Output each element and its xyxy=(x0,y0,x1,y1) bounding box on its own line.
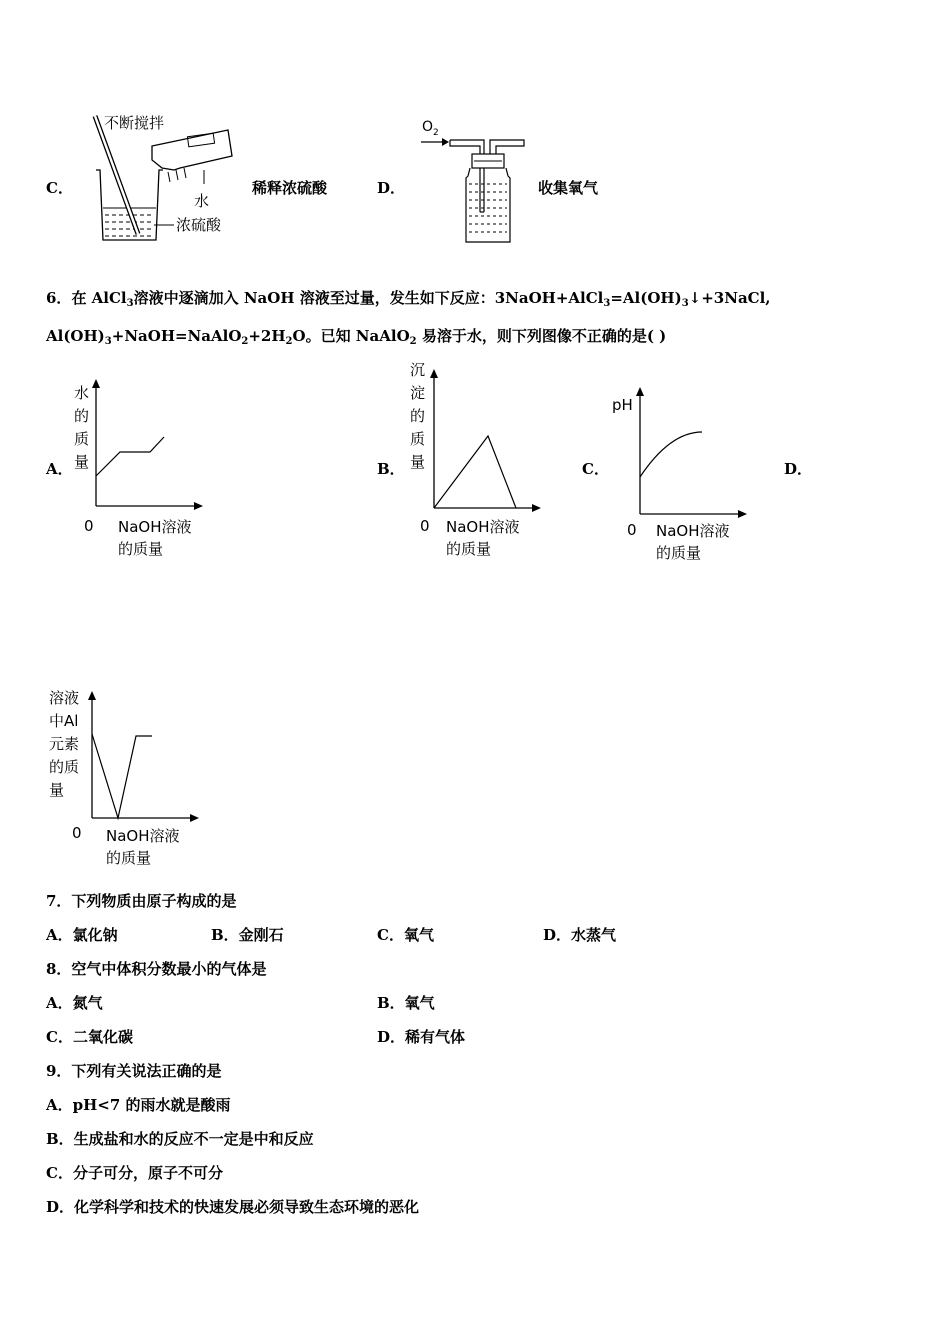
q6-option-a-label: A． xyxy=(46,460,73,478)
water-label: 水 xyxy=(194,192,210,210)
graph-b-curve xyxy=(434,436,516,508)
q6-graph-a xyxy=(66,376,216,562)
graph-d-origin: 0 xyxy=(72,824,82,842)
q8-option-a: A．氮气 xyxy=(46,994,103,1012)
dilute-acid-apparatus xyxy=(88,108,248,248)
graph-c-curve xyxy=(640,432,702,477)
graph-b-ylabel-1: 淀 xyxy=(410,384,426,402)
graph-a-ylabel-3: 量 xyxy=(74,453,90,471)
q9-option-d: D．化学科学和技术的快速发展必须导致生态环境的恶化 xyxy=(46,1198,420,1216)
graph-c-xlabel-1: 的质量 xyxy=(656,544,702,562)
q6-graph-d xyxy=(46,684,206,874)
q6-option-c-label: C． xyxy=(582,460,609,478)
q6-graph-b xyxy=(404,356,554,562)
q8-stem: 8．空气中体积分数最小的气体是 xyxy=(46,960,267,978)
graph-d-xlabel-0: NaOH溶液 xyxy=(106,827,180,845)
graph-c-xlabel-0: NaOH溶液 xyxy=(656,522,730,540)
q5-option-c-caption: 稀释浓硫酸 xyxy=(252,179,328,197)
q7-option-d: D．水蒸气 xyxy=(543,926,617,944)
graph-b-origin: 0 xyxy=(420,517,430,535)
graph-d-ylabel-3: 的质 xyxy=(49,758,80,776)
q7-option-b: B．金刚石 xyxy=(211,926,284,944)
q8-option-d: D．稀有气体 xyxy=(377,1028,466,1046)
q6-option-b-label: B． xyxy=(377,460,405,478)
graph-d-xlabel-1: 的质量 xyxy=(106,849,152,867)
graph-c-ylabel-0: pH xyxy=(612,396,633,414)
graph-a-ylabel-0: 水 xyxy=(74,384,90,402)
graph-a-ylabel-1: 的 xyxy=(74,407,90,425)
graph-a-xlabel-1: 的质量 xyxy=(118,540,164,558)
graph-a-ylabel-2: 质 xyxy=(74,430,90,448)
q5-option-d-label: D． xyxy=(377,179,406,197)
q8-option-c: C．二氧化碳 xyxy=(46,1028,133,1046)
graph-a-curve xyxy=(96,437,164,476)
graph-b-xlabel-0: NaOH溶液 xyxy=(446,518,520,536)
q7-stem: 7．下列物质由原子构成的是 xyxy=(46,892,237,910)
q7-option-c: C．氧气 xyxy=(377,926,434,944)
graph-d-ylabel-4: 量 xyxy=(49,781,65,799)
graph-c-origin: 0 xyxy=(627,521,637,539)
graph-d-ylabel-2: 元素 xyxy=(49,735,80,753)
q9-option-b: B．生成盐和水的反应不一定是中和反应 xyxy=(46,1130,314,1148)
q5-option-d-caption: 收集氧气 xyxy=(538,179,599,197)
q8-option-b: B．氧气 xyxy=(377,994,435,1012)
conc-acid-label: 浓硫酸 xyxy=(176,216,222,234)
q9-option-c: C．分子可分，原子不可分 xyxy=(46,1164,223,1182)
q6-stem-line1: 6．在 AlCl$_3$溶液中逐滴加入 NaOH 溶液至过量，发生如下反应：$3NaOH+AlCl_3=Al(OH)_3↓+3NaCl$, xyxy=(46,289,771,309)
q6-graph-c xyxy=(610,382,760,568)
o2-label: $O_2$ xyxy=(422,119,439,138)
q7-option-a: A．氯化钠 xyxy=(46,926,118,944)
graph-d-curve xyxy=(92,734,152,818)
graph-b-ylabel-2: 的 xyxy=(410,407,426,425)
q9-option-a: A．pH<7 的雨水就是酸雨 xyxy=(46,1096,231,1114)
stir-label: 不断搅拌 xyxy=(104,114,165,132)
graph-b-ylabel-3: 质 xyxy=(410,430,426,448)
graph-b-ylabel-4: 量 xyxy=(410,453,426,471)
q5-option-c-label: C． xyxy=(46,179,73,197)
graph-d-ylabel-1: 中Al xyxy=(49,712,79,730)
graph-d-ylabel-0: 溶液 xyxy=(49,689,80,707)
graph-b-ylabel-0: 沉 xyxy=(410,361,426,379)
graph-a-origin: 0 xyxy=(84,517,94,535)
graph-b-xlabel-1: 的质量 xyxy=(446,540,492,558)
graph-a-xlabel-0: NaOH溶液 xyxy=(118,518,192,536)
q6-stem-line2: $Al(OH)_3+NaOH=NaAlO_2+2H_2O$。已知 NaAlO$_2$ 易溶于水，则下列图像不正确的是( ) xyxy=(46,327,667,347)
q6-option-d-label: D． xyxy=(784,460,813,478)
collect-oxygen-apparatus xyxy=(418,114,528,246)
q9-stem: 9．下列有关说法正确的是 xyxy=(46,1062,222,1080)
